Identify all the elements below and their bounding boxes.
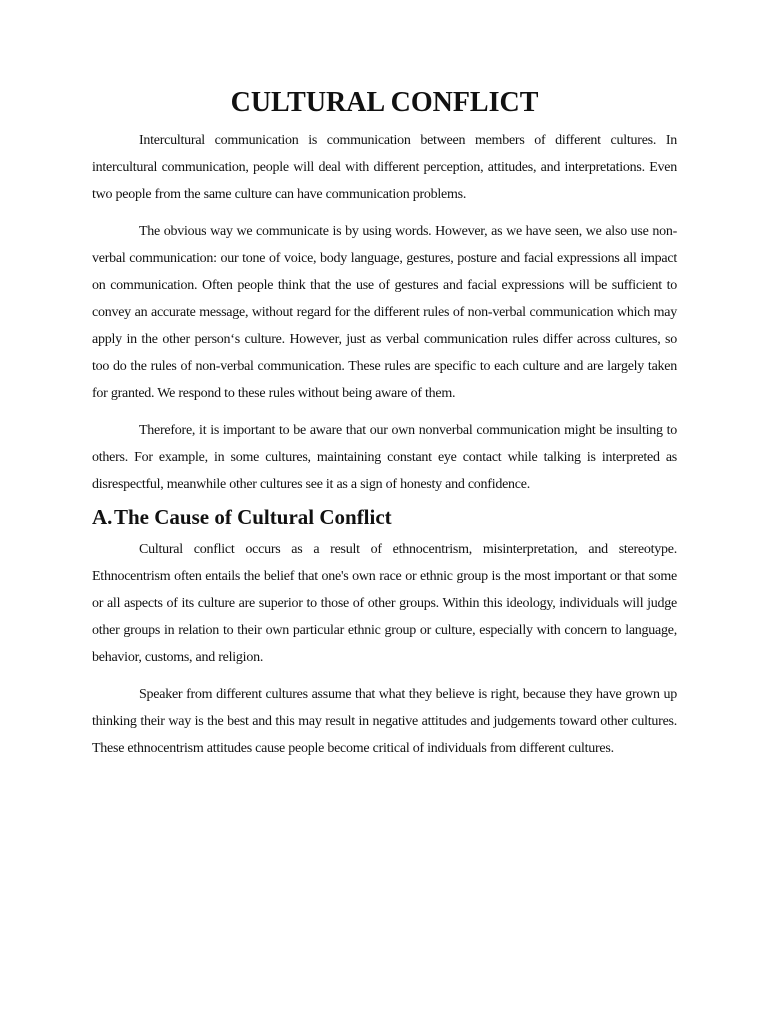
section-marker: A. bbox=[92, 505, 113, 529]
paragraph-intercultural: Intercultural communication is communication between members of different cultures. In intercultural communication, people will deal with different perception, attitudes, and interpretations. Even two people from the same culture can have communication problems. bbox=[92, 133, 677, 202]
document-body bbox=[92, 87, 677, 762]
section-heading-text: The Cause of Cultural Conflict bbox=[114, 505, 392, 529]
paragraph-ethnocentrism: Speaker from different cultures assume that what they believe is right, because they have grown up thinking their way is the best and this may result in negative attitudes and judgements toward other cultures. These ethnocentrism attitudes cause people become critical of individuals from different cultures. bbox=[92, 687, 677, 756]
document-title: CULTURAL CONFLICT bbox=[230, 87, 539, 118]
paragraph-awareness: Therefore, it is important to be aware that our own nonverbal communication might be insulting to others. For example, in some cultures, maintaining constant eye contact while talking is interpreted as disrespectful, meanwhile other cultures see it as a sign of honesty and confidence. bbox=[92, 423, 677, 492]
paragraph-nonverbal: The obvious way we communicate is by using words. However, as we have seen, we also use non-verbal communication: our tone of voice, body language, gestures, posture and facial expressions all impact on communication. Often people think that the use of gestures and facial expressions will be sufficient to convey an accurate message, without regard for the different rules of non-verbal communication which may apply in the other person‘s culture. However, just as verbal communication rules differ across cultures, so too do the rules of non-verbal communication. These rules are specific to each culture and are largely taken for granted. We respond to these rules without being aware of them. bbox=[92, 224, 677, 401]
paragraph-causes: Cultural conflict occurs as a result of ethnocentrism, misinterpretation, and stereotype. Ethnocentrism often entails the belief that one's own race or ethnic group is the most important or that some or all aspects of its culture are superior to those of other groups. Within this ideology, individuals will judge other groups in relation to their own particular ethnic group or culture, especially with concern to language, behavior, customs, and religion. bbox=[92, 542, 677, 665]
section-heading-a bbox=[92, 505, 677, 529]
